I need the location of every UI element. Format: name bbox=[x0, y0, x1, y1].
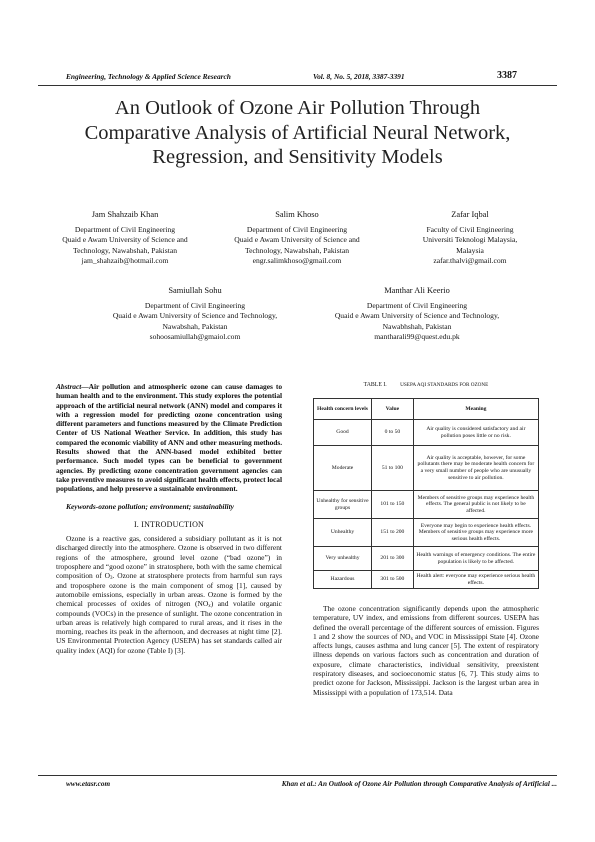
intro-paragraph bbox=[56, 534, 282, 655]
body-text: and VOC in Mississippi State [4]. Ozone affects lungs, causes asthma and lung cancer [5]. The extent of respiratory illness depends on various factors such as concentration and duration of exposure, climate characteristics, individual sensitivity, preexistent respiratory diseases, and socioeconomic status [6, 7]. This study aims to predict ozone for Jackson, Mississippi. Jackson is the largest urban area in Mississippi with a population of 173,514. Data bbox=[313, 631, 539, 697]
left-column bbox=[56, 382, 282, 655]
author-affiliation: Quaid e Awam University of Science and Technology, bbox=[334, 311, 500, 321]
table-header: Meaning bbox=[413, 399, 538, 420]
aqi-table bbox=[313, 398, 539, 589]
journal-name: Engineering, Technology & Applied Science Research bbox=[66, 72, 231, 81]
table-row bbox=[314, 547, 539, 571]
right-column bbox=[313, 604, 539, 697]
author-name: Salim Khoso bbox=[275, 210, 319, 219]
table-cell: Good bbox=[314, 420, 372, 446]
author-affiliation: Quaid e Awam University of Science and bbox=[234, 235, 360, 245]
author-email[interactable]: engr.salimkhoso@gmail.com bbox=[252, 255, 342, 265]
title-line: Regression, and Sensitivity Models bbox=[152, 146, 443, 168]
section-heading: I. INTRODUCTION bbox=[133, 519, 205, 529]
author-email[interactable]: jam_shahzaib@hotmail.com bbox=[81, 255, 169, 265]
table-cell: Everyone may begin to experience health effects. Members of sensitive groups may experience more serious health effects. bbox=[413, 519, 538, 547]
table-cell: 101 to 150 bbox=[372, 491, 414, 519]
author-dept: Faculty of Civil Engineering bbox=[426, 225, 514, 235]
table-row bbox=[314, 571, 539, 589]
author-affiliation: Quaid e Awam University of Science and Technology, bbox=[112, 311, 278, 321]
table-cell: 51 to 100 bbox=[372, 446, 414, 491]
table-row bbox=[314, 491, 539, 519]
table-header: Health concern levels bbox=[314, 399, 372, 420]
table-cell: Very unhealthy bbox=[314, 547, 372, 571]
author-affiliation: Nawabshah, Pakistan bbox=[162, 321, 228, 331]
author-dept: Department of Civil Engineering bbox=[74, 225, 176, 235]
table-cell: 151 to 200 bbox=[372, 519, 414, 547]
footer-citation: Khan et al.: An Outlook of Ozone Air Pollution through Comparative Analysis of Artificial ... bbox=[281, 780, 557, 788]
author-name: Manthar Ali Keerio bbox=[384, 286, 450, 295]
table-row bbox=[314, 420, 539, 446]
abstract-text: Air pollution and atmospheric ozone can cause damages to human health and to the environment. This study explores the potential approach of the artificial neural network (ANN) model and compares it with a regression model for predicting ozone concentration using different parameters and functions measured by the Climate Prediction Center of US National Weather Service. In addition, this study has compared the economic viability of ANN and other measuring methods. Results showed that the ANN-based model exhibited better performance. Such model types can be beneficial to government agencies. By predicting ozone concentration government agencies can take preventive measures to avoid significant health effects, protect local populations, and help preserve a sustainable environment. bbox=[56, 382, 282, 494]
author-block-1 bbox=[40, 210, 210, 266]
table-cell: Air quality is acceptable, however, for some pollutants there may be moderate health concern for a very small number of people who are unusually sensitive to air pollution. bbox=[413, 446, 538, 491]
abstract-dash: — bbox=[81, 382, 89, 391]
author-block-5 bbox=[312, 286, 522, 342]
author-name: Samiullah Sohu bbox=[168, 286, 222, 295]
body-paragraph bbox=[313, 604, 539, 697]
volume-info: Vol. 8, No. 5, 2018, 3387-3391 bbox=[313, 72, 405, 81]
author-affiliation: Technology, Nawabshah, Pakistan bbox=[73, 245, 177, 255]
intro-text: ) and volatile organic compounds (VOCs) in the presence of sunlight. The ozone concentration in urban areas is relatively high compared to rural areas, and it rises in the morning, reaches its peak in the afternoon, and decreases at night time [2]. US Environmental Protection Agency (USEPA) has set standards called air quality index (AQI) for ozone (Table I) [3]. bbox=[56, 599, 282, 655]
table-cell: Air quality is considered satisfactory and air pollution poses little or no risk. bbox=[413, 420, 538, 446]
footer-website[interactable]: www.etasr.com bbox=[66, 780, 111, 788]
subscript: 3 bbox=[110, 576, 113, 582]
author-email[interactable]: zafar.thalvi@gmail.com bbox=[433, 255, 507, 265]
subscript: x bbox=[208, 604, 211, 610]
table-row bbox=[314, 446, 539, 491]
table-cell: 301 to 500 bbox=[372, 571, 414, 589]
table-cell: Health warnings of emergency conditions. The entire population is likely to be affected. bbox=[413, 547, 538, 571]
body-text: The ozone concentration significantly depends upon the atmospheric temperature, UV index, and emissions from different sources. USEPA has defined the overall percentage of the different sources of emission. Figures 1 and 2 show the sources of NO bbox=[313, 604, 539, 641]
table-header: Value bbox=[372, 399, 414, 420]
title-line: Comparative Analysis of Artificial Neural Network, bbox=[84, 121, 511, 144]
keywords: Keywords-ozone pollution; environment; sustainability bbox=[66, 501, 234, 511]
footer-rule bbox=[38, 775, 557, 776]
author-affiliation: Quaid e Awam University of Science and bbox=[62, 235, 188, 245]
abstract bbox=[56, 382, 282, 494]
author-dept: Department of Civil Engineering bbox=[366, 301, 468, 311]
author-affiliation: Universiti Teknologi Malaysia, bbox=[422, 235, 518, 245]
author-block-3 bbox=[385, 210, 555, 266]
intro-text: Ozone is a reactive gas, considered a subsidiary pollutant as it is not discharged directly into the atmosphere. Ozone is observed in two different regions of the atmosphere, ground level ozone (“bad ozone”) in troposphere and “good ozone” in stratosphere, both with the same chemical composition of O bbox=[56, 534, 282, 581]
intro-text: . Ozone at stratosphere protects from harmful sun rays and troposphere ozone is the main component of smog [1], caused by automobile emissions, especially in urban areas. Ozone is formed by the chemical processes of oxides of nitrogen (NO bbox=[56, 571, 283, 609]
author-affiliation: Nawabhshah, Pakistan bbox=[382, 321, 452, 331]
header-rule bbox=[38, 85, 557, 86]
table-cell: Unhealthy for sensitive groups bbox=[314, 491, 372, 519]
author-affiliation: Malaysia bbox=[456, 245, 484, 255]
table-row bbox=[314, 519, 539, 547]
table-cell: Moderate bbox=[314, 446, 372, 491]
author-dept: Department of Civil Engineering bbox=[246, 225, 348, 235]
table-number: TABLE I. bbox=[363, 382, 387, 388]
author-name: Zafar Iqbal bbox=[451, 210, 489, 219]
author-block-2 bbox=[212, 210, 382, 266]
abstract-lead: Abstract bbox=[56, 382, 82, 391]
running-header bbox=[38, 70, 557, 84]
table-cell: Members of sensitive groups may experience health effects. The general public is not likely to be affected. bbox=[413, 491, 538, 519]
table-cell: Health alert: everyone may experience serious health effects. bbox=[413, 571, 538, 589]
table-caption bbox=[313, 382, 539, 388]
table-header-row bbox=[314, 399, 539, 420]
paper-title bbox=[40, 96, 555, 170]
table-title: USEPA AQI STANDARDS FOR OZONE bbox=[400, 382, 489, 388]
author-name: Jam Shahzaib Khan bbox=[91, 210, 159, 219]
table-cell: 201 to 300 bbox=[372, 547, 414, 571]
table-cell: 0 to 50 bbox=[372, 420, 414, 446]
table-cell: Hazardous bbox=[314, 571, 372, 589]
author-affiliation: Technology, Nawabshah, Pakistan bbox=[245, 245, 349, 255]
title-line: An Outlook of Ozone Air Pollution Through bbox=[114, 97, 481, 119]
subscript: x bbox=[410, 636, 413, 642]
author-email[interactable]: sohoosamiullah@gmaiol.com bbox=[149, 331, 241, 341]
table-cell: Unhealthy bbox=[314, 519, 372, 547]
page-number: 3387 bbox=[497, 70, 517, 81]
author-block-4 bbox=[90, 286, 300, 342]
author-email[interactable]: mantharali99@quest.edu.pk bbox=[374, 331, 460, 341]
author-dept: Department of Civil Engineering bbox=[144, 301, 246, 311]
